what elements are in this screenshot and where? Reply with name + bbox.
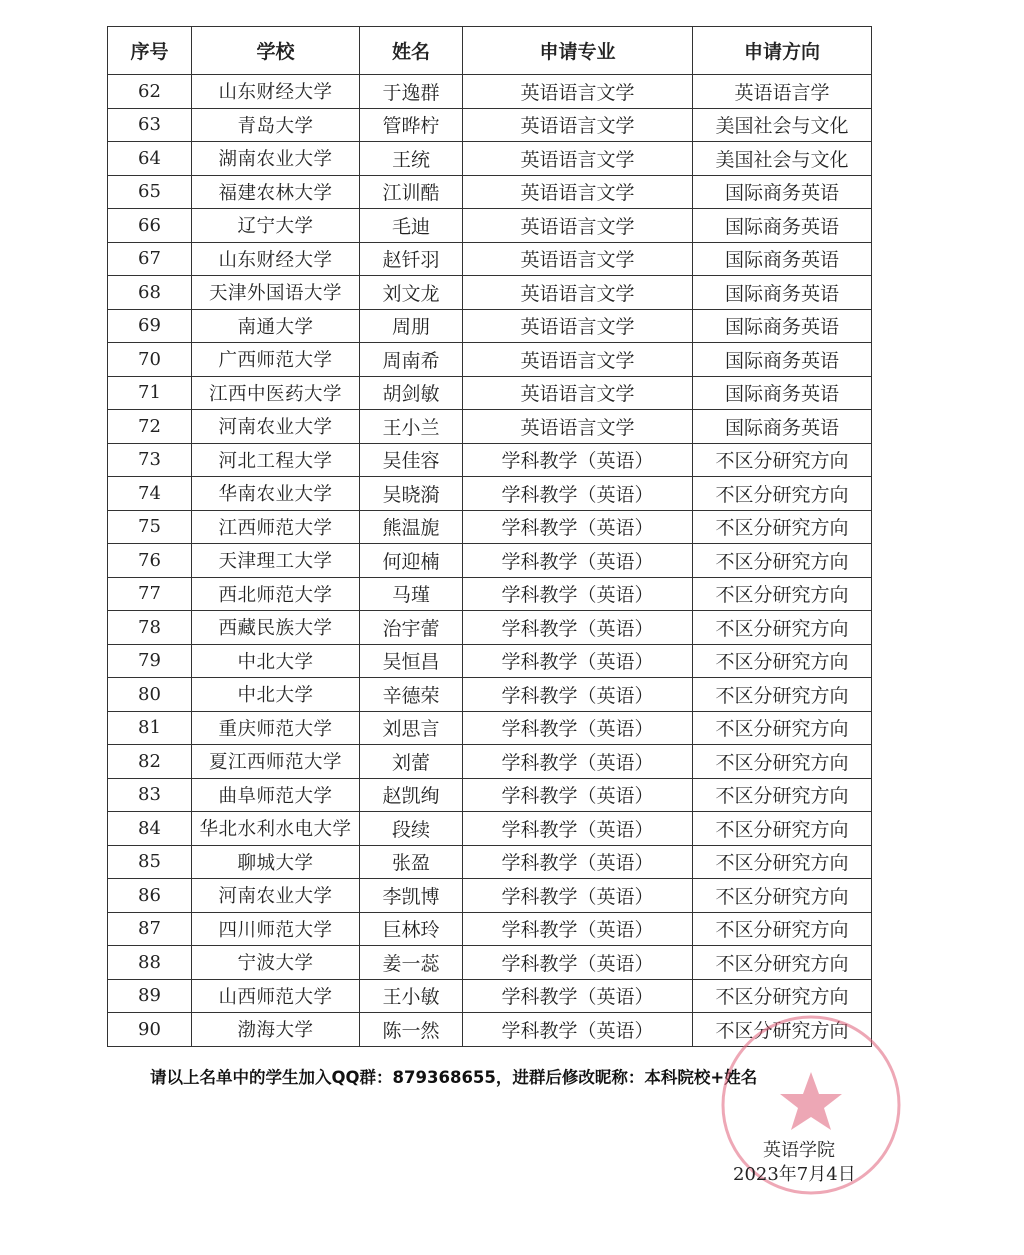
cell-no: 67: [108, 242, 192, 276]
cell-school: 辽宁大学: [192, 209, 360, 243]
cell-direction: 不区分研究方向: [693, 443, 872, 477]
cell-school: 青岛大学: [192, 108, 360, 142]
cell-name: 周南希: [360, 343, 463, 377]
cell-name: 江训酷: [360, 175, 463, 209]
cell-school: 河南农业大学: [192, 879, 360, 913]
cell-name: 王小兰: [360, 410, 463, 444]
cell-major: 学科教学（英语）: [463, 979, 693, 1013]
cell-name: 刘文龙: [360, 276, 463, 310]
cell-major: 学科教学（英语）: [463, 510, 693, 544]
cell-direction: 不区分研究方向: [693, 845, 872, 879]
cell-school: 华南农业大学: [192, 477, 360, 511]
cell-name: 胡剑敏: [360, 376, 463, 410]
cell-direction: 美国社会与文化: [693, 108, 872, 142]
table-row: [108, 912, 872, 946]
table-body: [108, 75, 872, 1047]
table-row: [108, 745, 872, 779]
cell-school: 山东财经大学: [192, 242, 360, 276]
cell-name: 赵钎羽: [360, 242, 463, 276]
cell-no: 73: [108, 443, 192, 477]
cell-school: 河北工程大学: [192, 443, 360, 477]
table-row: [108, 845, 872, 879]
table-row: [108, 979, 872, 1013]
cell-no: 86: [108, 879, 192, 913]
cell-major: 学科教学（英语）: [463, 745, 693, 779]
cell-no: 89: [108, 979, 192, 1013]
table-row: [108, 376, 872, 410]
cell-school: 天津外国语大学: [192, 276, 360, 310]
cell-name: 巨林玲: [360, 912, 463, 946]
cell-name: 段续: [360, 812, 463, 846]
admission-list-table: [107, 26, 872, 1047]
cell-major: 英语语言文学: [463, 309, 693, 343]
header-no: 序号: [108, 27, 192, 75]
cell-name: 李凯博: [360, 879, 463, 913]
cell-school: 南通大学: [192, 309, 360, 343]
cell-school: 山西师范大学: [192, 979, 360, 1013]
cell-direction: 国际商务英语: [693, 276, 872, 310]
cell-no: 66: [108, 209, 192, 243]
cell-major: 学科教学（英语）: [463, 611, 693, 645]
cell-name: 毛迪: [360, 209, 463, 243]
signature-department: 英语学院: [763, 1140, 835, 1161]
cell-direction: 不区分研究方向: [693, 912, 872, 946]
cell-no: 71: [108, 376, 192, 410]
cell-major: 英语语言文学: [463, 343, 693, 377]
cell-major: 英语语言文学: [463, 75, 693, 109]
cell-school: 江西中医药大学: [192, 376, 360, 410]
table-row: [108, 443, 872, 477]
cell-no: 79: [108, 644, 192, 678]
cell-direction: 美国社会与文化: [693, 142, 872, 176]
cell-direction: 不区分研究方向: [693, 812, 872, 846]
cell-major: 学科教学（英语）: [463, 778, 693, 812]
cell-no: 76: [108, 544, 192, 578]
cell-major: 学科教学（英语）: [463, 812, 693, 846]
cell-no: 68: [108, 276, 192, 310]
cell-direction: 不区分研究方向: [693, 477, 872, 511]
cell-direction: 不区分研究方向: [693, 979, 872, 1013]
cell-direction: 不区分研究方向: [693, 745, 872, 779]
cell-major: 英语语言文学: [463, 142, 693, 176]
table-row: [108, 544, 872, 578]
cell-name: 管晔柠: [360, 108, 463, 142]
table-row: [108, 946, 872, 980]
cell-direction: 不区分研究方向: [693, 711, 872, 745]
header-direction: 申请方向: [693, 27, 872, 75]
cell-no: 80: [108, 678, 192, 712]
cell-direction: 不区分研究方向: [693, 1013, 872, 1047]
cell-no: 90: [108, 1013, 192, 1047]
cell-school: 夏江西师范大学: [192, 745, 360, 779]
cell-school: 湖南农业大学: [192, 142, 360, 176]
cell-direction: 不区分研究方向: [693, 611, 872, 645]
header-major: 申请专业: [463, 27, 693, 75]
cell-major: 英语语言文学: [463, 242, 693, 276]
table-row: [108, 108, 872, 142]
cell-direction: 不区分研究方向: [693, 644, 872, 678]
cell-major: 学科教学（英语）: [463, 1013, 693, 1047]
cell-school: 中北大学: [192, 678, 360, 712]
table-row: [108, 410, 872, 444]
table-row: [108, 644, 872, 678]
table-row: [108, 879, 872, 913]
cell-no: 62: [108, 75, 192, 109]
cell-major: 学科教学（英语）: [463, 912, 693, 946]
cell-no: 75: [108, 510, 192, 544]
table-row: [108, 343, 872, 377]
cell-direction: 不区分研究方向: [693, 510, 872, 544]
cell-name: 刘蕾: [360, 745, 463, 779]
cell-direction: 国际商务英语: [693, 376, 872, 410]
cell-school: 宁波大学: [192, 946, 360, 980]
cell-school: 中北大学: [192, 644, 360, 678]
cell-name: 吴佳容: [360, 443, 463, 477]
cell-major: 英语语言文学: [463, 108, 693, 142]
cell-name: 王统: [360, 142, 463, 176]
cell-school: 福建农林大学: [192, 175, 360, 209]
cell-major: 学科教学（英语）: [463, 946, 693, 980]
table-row: [108, 309, 872, 343]
cell-school: 重庆师范大学: [192, 711, 360, 745]
cell-no: 83: [108, 778, 192, 812]
cell-no: 87: [108, 912, 192, 946]
cell-name: 姜一蕊: [360, 946, 463, 980]
table-row: [108, 711, 872, 745]
cell-no: 85: [108, 845, 192, 879]
table-row: [108, 242, 872, 276]
cell-direction: 国际商务英语: [693, 309, 872, 343]
cell-school: 聊城大学: [192, 845, 360, 879]
cell-name: 赵凯绚: [360, 778, 463, 812]
cell-major: 学科教学（英语）: [463, 879, 693, 913]
cell-name: 周朋: [360, 309, 463, 343]
table-row: [108, 276, 872, 310]
cell-no: 69: [108, 309, 192, 343]
cell-direction: 国际商务英语: [693, 209, 872, 243]
table-row: [108, 75, 872, 109]
cell-name: 何迎楠: [360, 544, 463, 578]
cell-school: 四川师范大学: [192, 912, 360, 946]
cell-school: 西藏民族大学: [192, 611, 360, 645]
header-school: 学校: [192, 27, 360, 75]
cell-school: 广西师范大学: [192, 343, 360, 377]
cell-school: 山东财经大学: [192, 75, 360, 109]
cell-direction: 不区分研究方向: [693, 678, 872, 712]
cell-name: 吴恒昌: [360, 644, 463, 678]
cell-no: 88: [108, 946, 192, 980]
cell-direction: 国际商务英语: [693, 175, 872, 209]
cell-direction: 国际商务英语: [693, 242, 872, 276]
cell-direction: 国际商务英语: [693, 343, 872, 377]
cell-no: 63: [108, 108, 192, 142]
cell-school: 河南农业大学: [192, 410, 360, 444]
qq-group-note: 请以上名单中的学生加入QQ群：879368655，进群后修改昵称：本科院校+姓名: [150, 1068, 758, 1087]
cell-no: 78: [108, 611, 192, 645]
cell-name: 马瑾: [360, 577, 463, 611]
cell-name: 张盈: [360, 845, 463, 879]
cell-no: 81: [108, 711, 192, 745]
cell-no: 72: [108, 410, 192, 444]
cell-major: 英语语言文学: [463, 209, 693, 243]
cell-direction: 英语语言学: [693, 75, 872, 109]
header-name: 姓名: [360, 27, 463, 75]
cell-major: 学科教学（英语）: [463, 477, 693, 511]
table-header-row: [108, 27, 872, 75]
cell-name: 陈一然: [360, 1013, 463, 1047]
cell-school: 江西师范大学: [192, 510, 360, 544]
cell-major: 学科教学（英语）: [463, 678, 693, 712]
cell-name: 王小敏: [360, 979, 463, 1013]
cell-no: 65: [108, 175, 192, 209]
cell-direction: 不区分研究方向: [693, 544, 872, 578]
table-row: [108, 510, 872, 544]
cell-name: 熊温旎: [360, 510, 463, 544]
cell-no: 74: [108, 477, 192, 511]
table-row: [108, 175, 872, 209]
cell-no: 82: [108, 745, 192, 779]
cell-direction: 不区分研究方向: [693, 879, 872, 913]
cell-major: 学科教学（英语）: [463, 443, 693, 477]
cell-school: 西北师范大学: [192, 577, 360, 611]
cell-school: 渤海大学: [192, 1013, 360, 1047]
cell-direction: 不区分研究方向: [693, 946, 872, 980]
cell-no: 77: [108, 577, 192, 611]
table-row: [108, 477, 872, 511]
table-row: [108, 142, 872, 176]
cell-no: 70: [108, 343, 192, 377]
table-row: [108, 778, 872, 812]
cell-major: 学科教学（英语）: [463, 544, 693, 578]
table-row: [108, 678, 872, 712]
cell-major: 英语语言文学: [463, 376, 693, 410]
cell-direction: 国际商务英语: [693, 410, 872, 444]
cell-major: 英语语言文学: [463, 175, 693, 209]
signature-date: 2023年7月4日: [733, 1164, 856, 1185]
cell-name: 辛德荣: [360, 678, 463, 712]
cell-major: 英语语言文学: [463, 410, 693, 444]
cell-name: 于逸群: [360, 75, 463, 109]
table-row: [108, 611, 872, 645]
cell-name: 治宇蕾: [360, 611, 463, 645]
cell-major: 学科教学（英语）: [463, 577, 693, 611]
cell-name: 吴晓漪: [360, 477, 463, 511]
cell-major: 英语语言文学: [463, 276, 693, 310]
table-row: [108, 812, 872, 846]
cell-major: 学科教学（英语）: [463, 711, 693, 745]
cell-name: 刘思言: [360, 711, 463, 745]
cell-major: 学科教学（英语）: [463, 644, 693, 678]
cell-no: 84: [108, 812, 192, 846]
table-row: [108, 209, 872, 243]
cell-direction: 不区分研究方向: [693, 778, 872, 812]
cell-no: 64: [108, 142, 192, 176]
cell-direction: 不区分研究方向: [693, 577, 872, 611]
cell-major: 学科教学（英语）: [463, 845, 693, 879]
cell-school: 天津理工大学: [192, 544, 360, 578]
cell-school: 华北水利水电大学: [192, 812, 360, 846]
cell-school: 曲阜师范大学: [192, 778, 360, 812]
table-row: [108, 577, 872, 611]
